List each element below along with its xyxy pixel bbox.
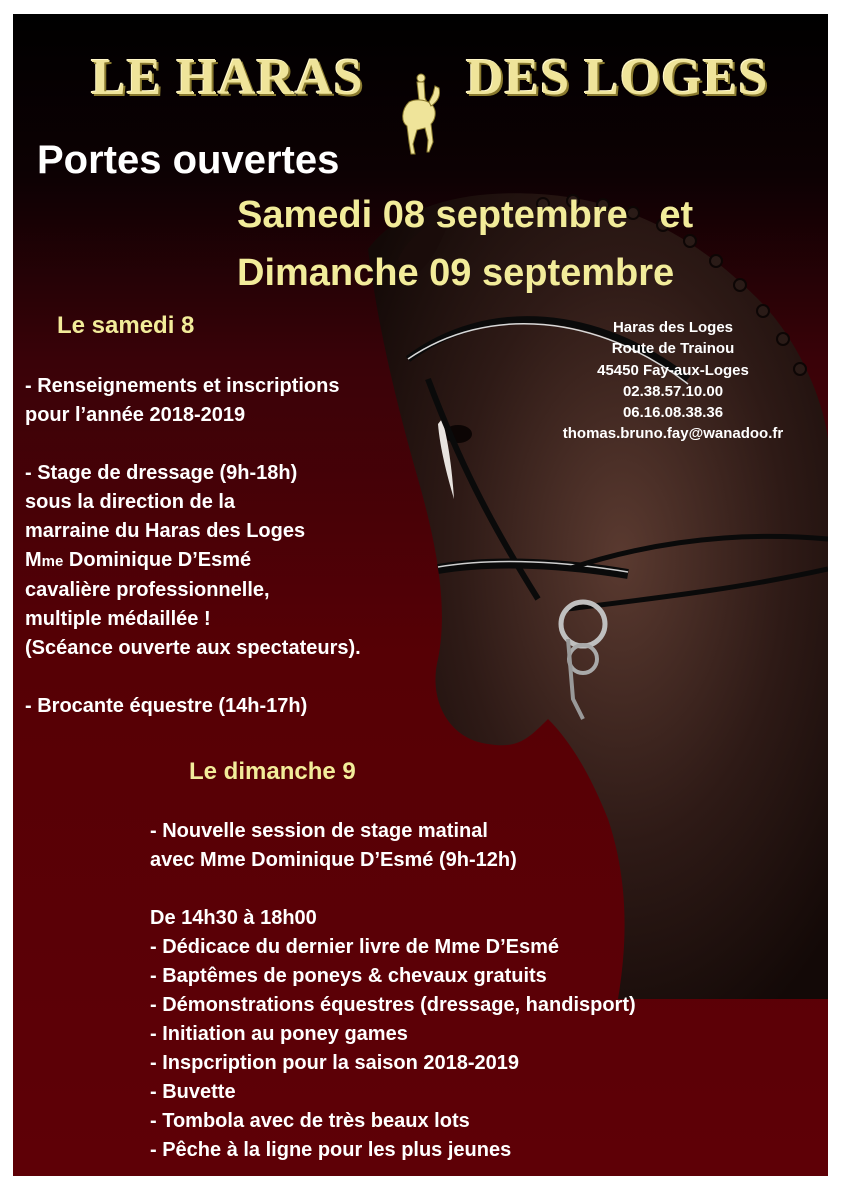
sunday-line — [150, 875, 636, 904]
sunday-line: avec Mme Dominique D’Esmé (9h-12h) — [150, 849, 517, 871]
sunday-line: - Dédicace du dernier livre de Mme D’Esmé — [150, 936, 560, 958]
madame-abbr: me — [41, 553, 64, 570]
sunday-line: - Tombola avec de très beaux lots — [150, 1110, 470, 1132]
dressage-rider-icon — [393, 72, 445, 156]
sunday-line: - Nouvelle session de stage matinal — [150, 820, 488, 842]
sunday-line: - Inspcription pour la saison 2018-2019 — [150, 1052, 520, 1074]
event-title: Portes ouvertes — [37, 138, 340, 182]
sunday-line: - Buvette — [150, 1081, 236, 1103]
sunday-line: - Pêche à la ligne pour les plus jeunes — [150, 1139, 512, 1161]
sunday-line: - Baptêmes de poneys & chevaux gratuits — [150, 965, 547, 987]
sunday-program — [150, 817, 636, 1165]
saturday-line — [25, 430, 361, 459]
saturday-heading: Le samedi 8 — [57, 312, 195, 339]
contact-email: thomas.bruno.fay@wanadoo.fr — [562, 425, 784, 443]
date-sunday: Dimanche 09 septembre — [237, 252, 675, 294]
saturday-line: pour l’année 2018-2019 — [25, 404, 246, 426]
sunday-heading: Le dimanche 9 — [189, 758, 356, 785]
sunday-line: - Initiation au poney games — [150, 1023, 408, 1045]
saturday-line: - Stage de dressage (9h-18h) — [25, 462, 298, 484]
saturday-line: - Renseignements et inscriptions — [25, 375, 340, 397]
contact-name: Haras des Loges — [612, 319, 734, 336]
sunday-line: De 14h30 à 18h00 — [150, 907, 317, 929]
saturday-line: (Scéance ouverte aux spectateurs). — [25, 637, 361, 659]
saturday-line: sous la direction de la — [25, 491, 236, 513]
saturday-line: - Brocante équestre (14h-17h) — [25, 695, 308, 717]
saturday-line — [25, 663, 361, 692]
contact-street: Route de Trainou — [611, 340, 735, 358]
brand-name-right: DES LOGES — [466, 49, 769, 106]
date-saturday: Samedi 08 septembre et — [237, 194, 694, 236]
saturday-program — [25, 372, 361, 721]
brand-header — [13, 48, 828, 118]
saturday-line: marraine du Haras des Loges — [25, 520, 306, 542]
contact-phone-2: 06.16.08.38.36 — [622, 404, 724, 422]
contact-phone-1: 02.38.57.10.00 — [622, 382, 724, 400]
poster — [13, 14, 828, 1176]
brand-name-left: LE HARAS — [91, 49, 364, 106]
sunday-line: - Démonstrations équestres (dressage, handisport) — [150, 994, 636, 1016]
madame-name: Dominique D’Esmé — [63, 549, 252, 571]
contact-city: 45450 Fay-aux-Loges — [597, 361, 749, 379]
saturday-line: cavalière professionnelle, — [25, 579, 270, 601]
saturday-line: multiple médaillée ! — [25, 608, 211, 630]
madame-m: M — [25, 549, 42, 571]
saturday-line-madame — [25, 546, 361, 576]
contact-block — [543, 317, 803, 445]
